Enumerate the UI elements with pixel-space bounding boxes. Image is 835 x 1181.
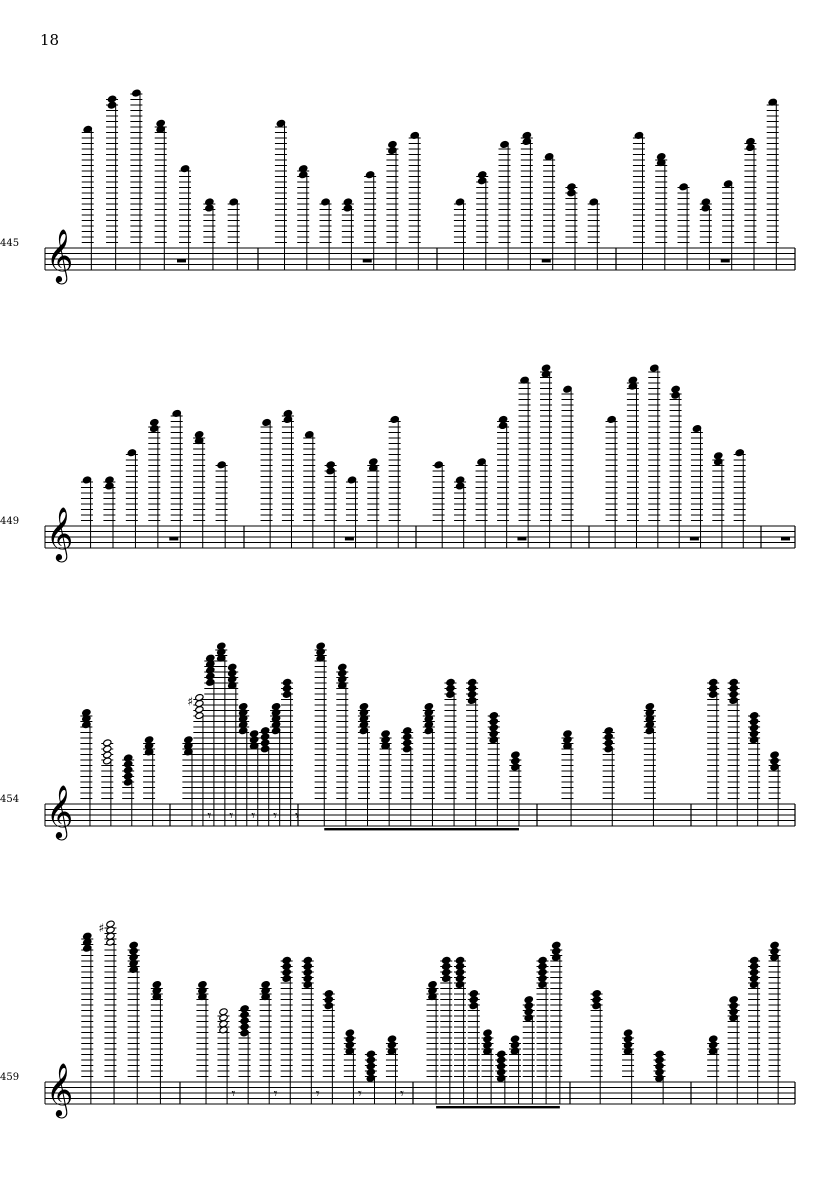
treble-clef-icon: 𝄞 — [46, 228, 74, 283]
eighth-rest-icon: 𝄾 — [231, 1084, 236, 1103]
beam — [324, 828, 519, 830]
measure-number: 445 — [0, 238, 20, 249]
rest-bar — [345, 537, 354, 540]
measure-number: 459 — [0, 1072, 20, 1083]
staff-system — [0, 920, 795, 1118]
rest-bar — [363, 259, 372, 262]
sharp-icon: ♯ — [98, 921, 105, 936]
rest-bar — [542, 259, 551, 262]
eighth-rest-icon: 𝄾 — [357, 1084, 362, 1103]
eighth-rest-icon: 𝄾 — [399, 1084, 404, 1103]
rest-bar — [517, 537, 526, 540]
rest-bar — [721, 259, 730, 262]
eighth-rest-icon: 𝄾 — [229, 806, 234, 825]
measure-number: 449 — [0, 516, 20, 527]
staff-system — [0, 364, 795, 562]
beam — [436, 1106, 560, 1108]
eighth-rest-icon: 𝄾 — [251, 806, 256, 825]
eighth-rest-icon: 𝄾 — [315, 1084, 320, 1103]
rest-bar — [690, 537, 699, 540]
measure-number: 454 — [0, 794, 20, 805]
rest-bar — [177, 259, 186, 262]
treble-clef-icon: 𝄞 — [46, 506, 74, 561]
staff-system — [0, 89, 795, 284]
staff-system — [0, 642, 795, 840]
page-number: 18 — [40, 31, 60, 49]
rest-bar — [169, 537, 178, 540]
eighth-rest-icon: 𝄾 — [273, 806, 278, 825]
treble-clef-icon: 𝄞 — [46, 784, 74, 839]
eighth-rest-icon: 𝄾 — [207, 806, 212, 825]
rest-bar — [781, 537, 790, 540]
eighth-rest-icon: 𝄾 — [295, 806, 300, 825]
treble-clef-icon: 𝄞 — [46, 1062, 74, 1117]
eighth-rest-icon: 𝄾 — [273, 1084, 278, 1103]
sharp-icon: ♯ — [187, 694, 194, 709]
